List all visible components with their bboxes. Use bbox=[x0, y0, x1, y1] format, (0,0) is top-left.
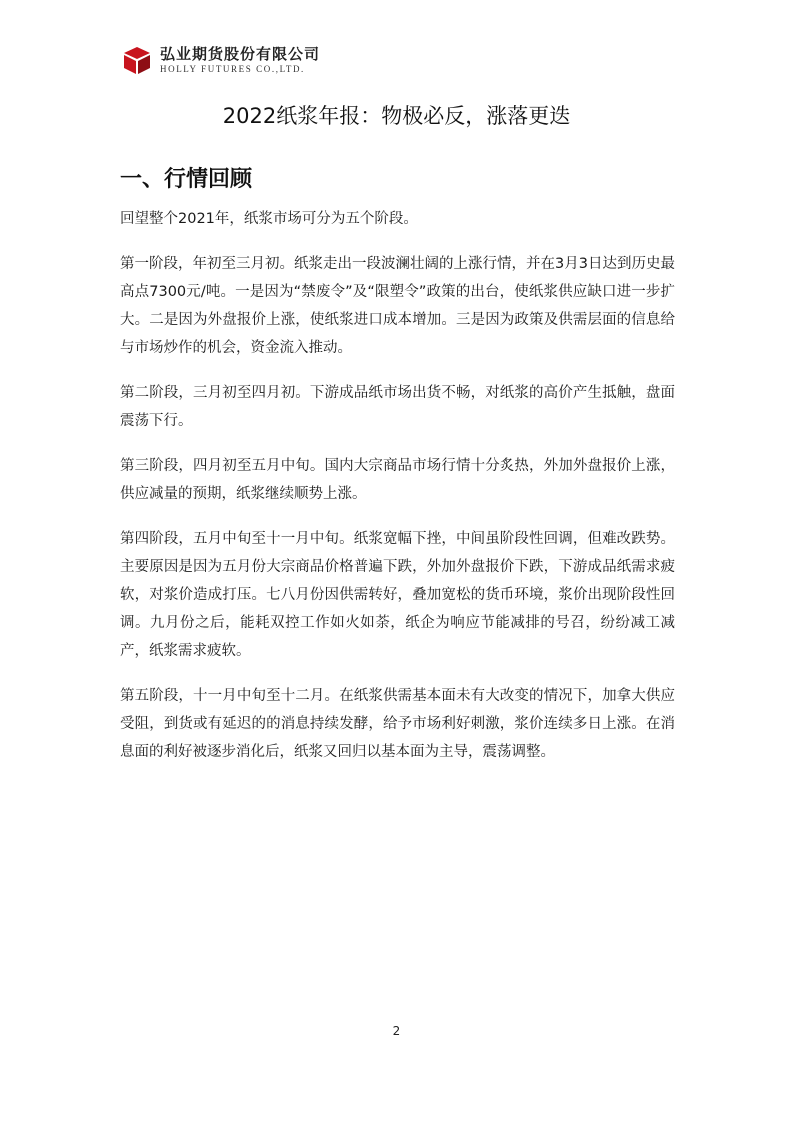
paragraph-stage-5: 第五阶段，十一月中旬至十二月。在纸浆供需基本面未有大改变的情况下，加拿大供应受阻，到货或有延迟的的消息持续发酵，给予市场利好刺激，浆价连续多日上涨。在消息面的利好被逐步消化后，纸浆又回归以基本面为主导，震荡调整。 bbox=[120, 688, 675, 760]
company-logo-icon bbox=[122, 45, 152, 75]
paragraph-intro: 回望整个2021年，纸浆市场可分为五个阶段。 bbox=[120, 211, 418, 227]
document-title: 2022纸浆年报：物极必反，涨落更迭 bbox=[222, 104, 571, 128]
company-name-cn: 弘业期货股份有限公司 bbox=[160, 44, 321, 63]
page-number: 2 bbox=[392, 1024, 401, 1038]
company-name-en: HOLLY FUTURES CO.,LTD. bbox=[160, 63, 305, 74]
page-header bbox=[122, 44, 320, 76]
paragraph-stage-1: 第一阶段，年初至三月初。纸浆走出一段波澜壮阔的上涨行情，并在3月3日达到历史最高点7300元/吨。一是因为“禁废令”及“限塑令”政策的出台，使纸浆供应缺口进一步扩大。二是因为外盘报价上涨，使纸浆进口成本增加。三是因为政策及供需层面的信息给与市场炒作的机会，资金流入推动。 bbox=[120, 256, 675, 356]
section-heading: 一、行情回顾 bbox=[120, 167, 253, 192]
document-body bbox=[120, 205, 675, 783]
paragraph-stage-4: 第四阶段，五月中旬至十一月中旬。纸浆宽幅下挫，中间虽阶段性回调，但难改跌势。主要原因是因为五月份大宗商品价格普遍下跌，外加外盘报价下跌，下游成品纸需求疲软，对浆价造成打压。七八月份因供需转好，叠加宽松的货币环境，浆价出现阶段性回调。九月份之后，能耗双控工作如火如荼，纸企为响应节能减排的号召，纷纷减工减产，纸浆需求疲软。 bbox=[120, 531, 675, 659]
paragraph-stage-3: 第三阶段，四月初至五月中旬。国内大宗商品市场行情十分炙热，外加外盘报价上涨，供应减量的预期，纸浆继续顺势上涨。 bbox=[120, 458, 675, 502]
company-name-block bbox=[160, 44, 321, 74]
paragraph-stage-2: 第二阶段，三月初至四月初。下游成品纸市场出货不畅，对纸浆的高价产生抵触，盘面震荡下行。 bbox=[120, 385, 675, 429]
